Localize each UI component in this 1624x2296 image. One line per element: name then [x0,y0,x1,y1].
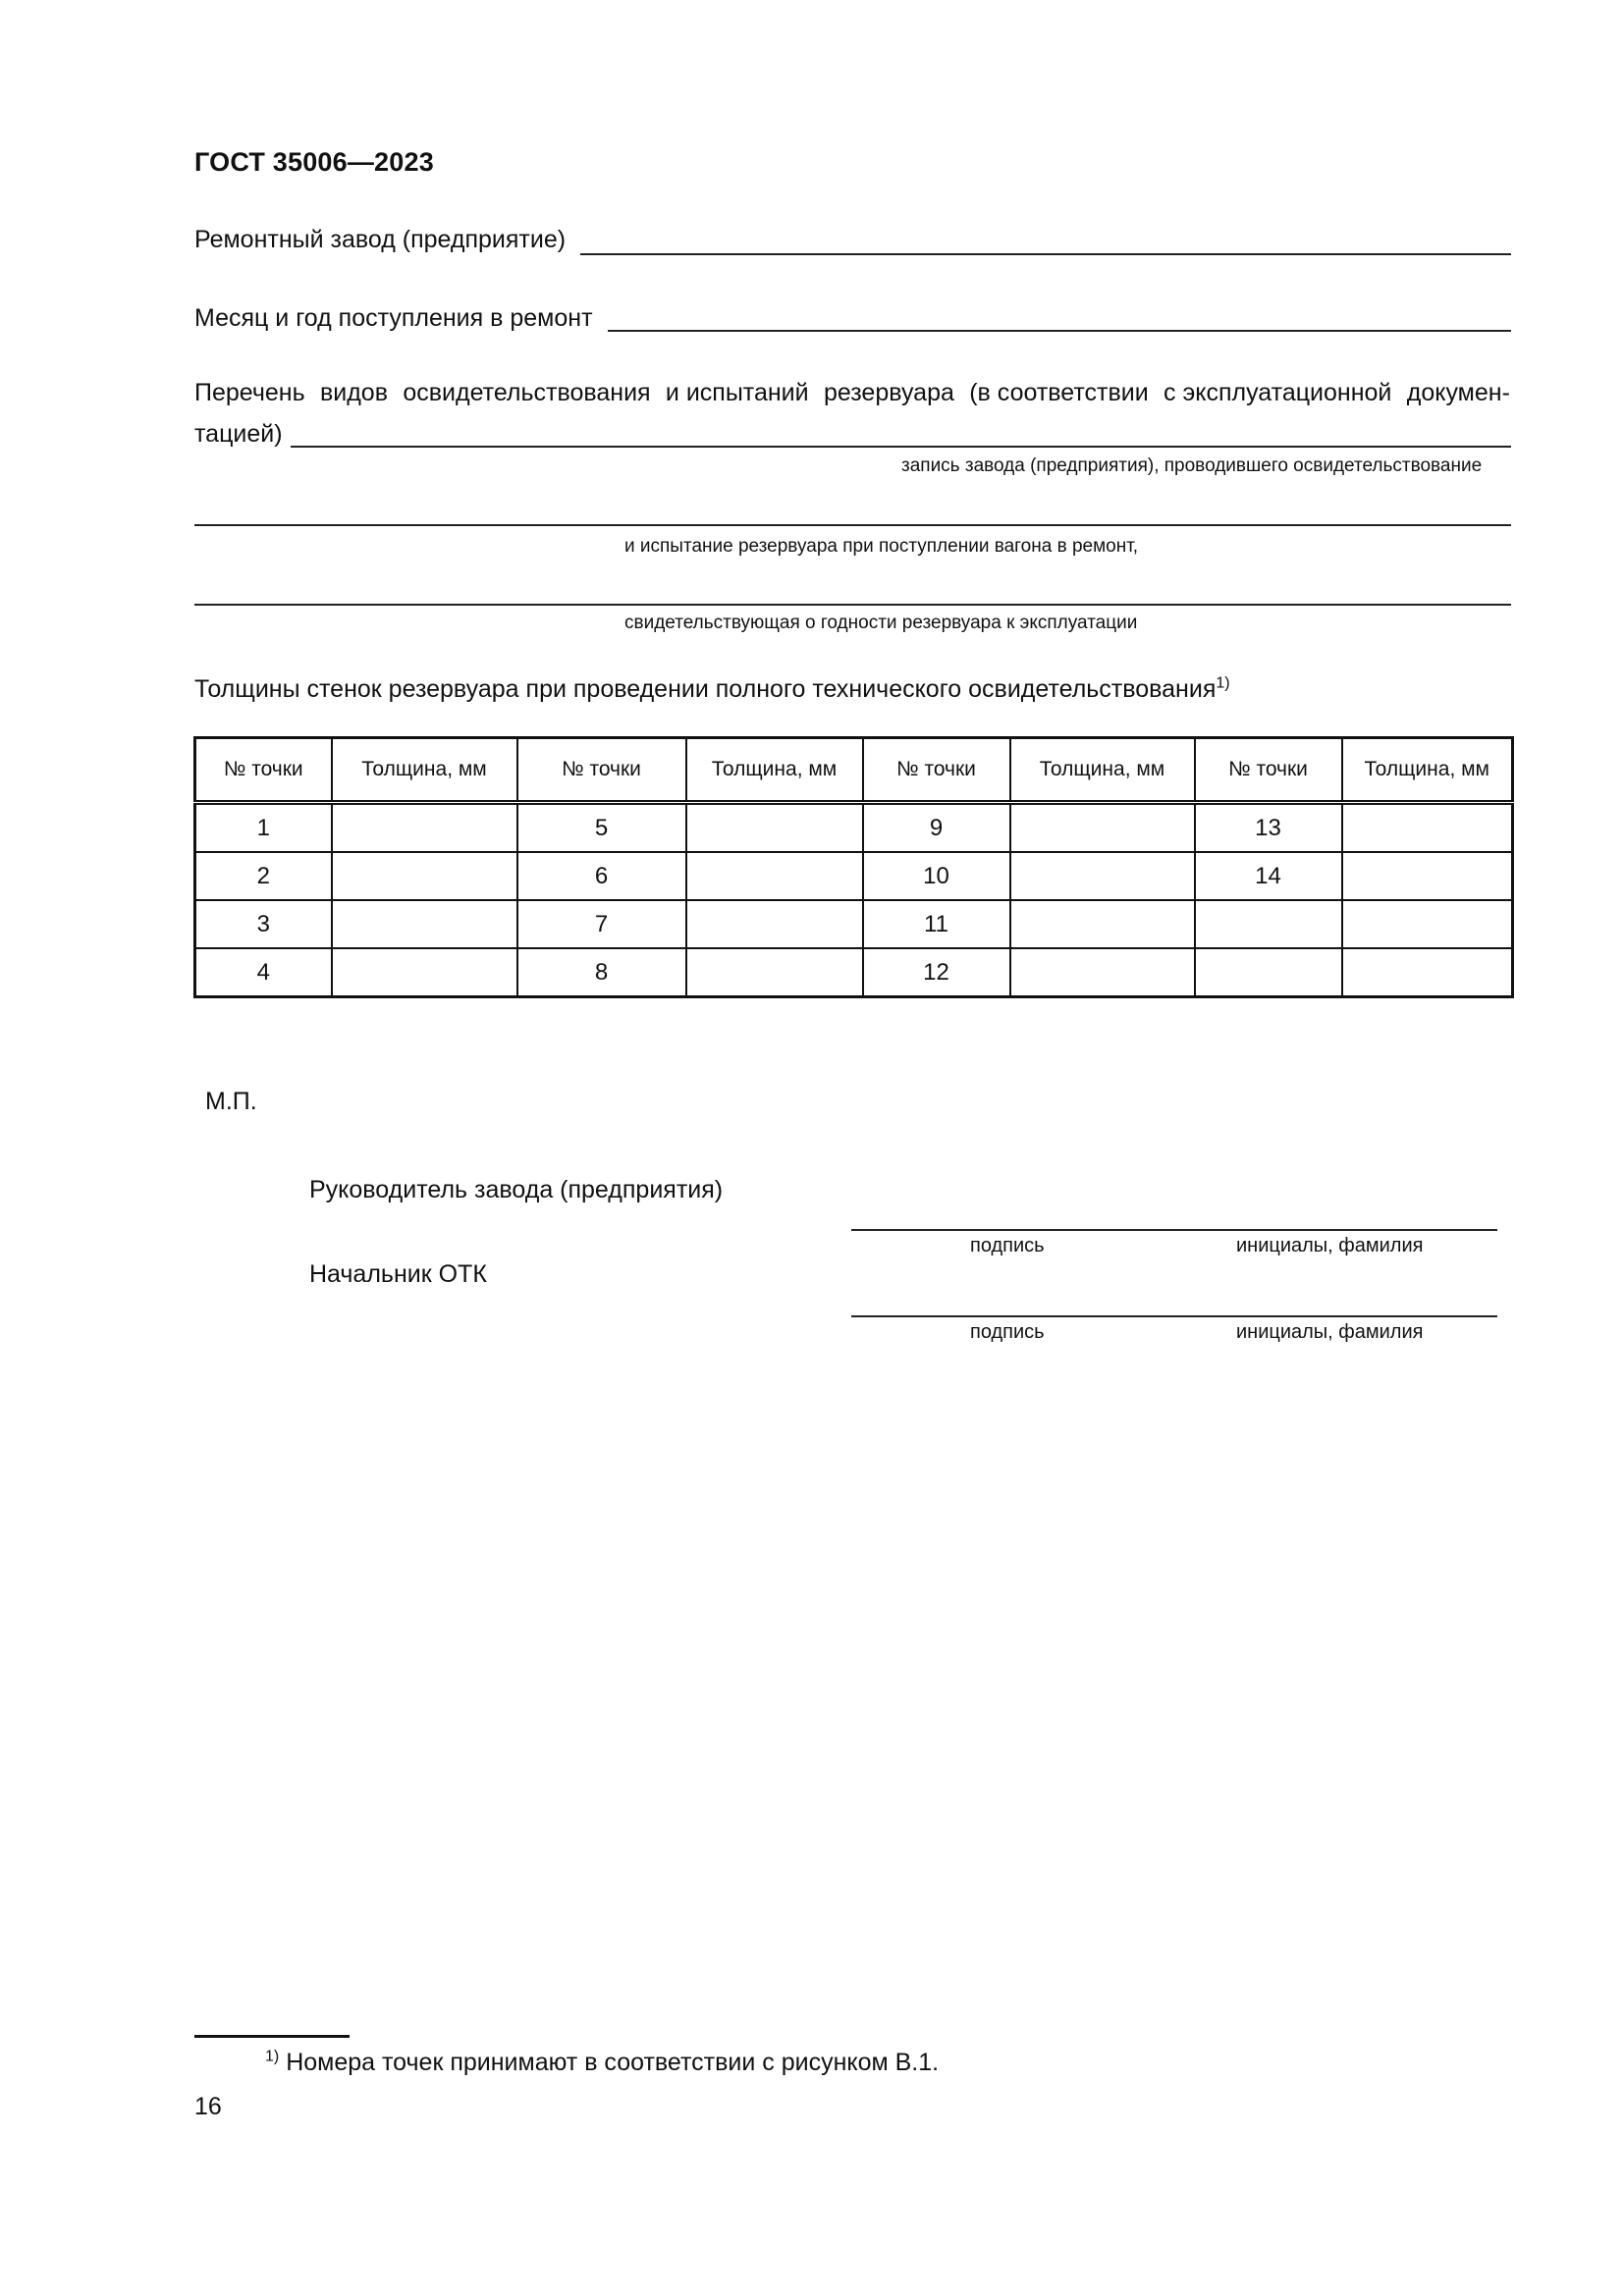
director-name-caption: инициалы, фамилия [1236,1235,1424,1256]
point-cell: 5 [517,803,686,853]
inspection-list-label-line2: тацией) [194,420,283,448]
word: докумен- [1406,379,1510,406]
thickness-table [193,736,1514,998]
month-year-fill-line [608,330,1511,332]
document-title: ГОСТ 35006—2023 [194,147,434,177]
thickness-heading [194,675,1230,704]
point-cell: 2 [195,852,332,900]
word: видов [319,379,388,406]
word: (в соответствии [969,379,1149,406]
point-cell: 9 [863,803,1010,853]
point-cell [1195,948,1342,997]
column-header-thickness: Толщина, мм [1342,738,1513,803]
table-row [195,803,1513,853]
point-cell: 1 [195,803,332,853]
thickness-cell [686,900,863,948]
otk-name-caption: инициалы, фамилия [1236,1321,1424,1343]
caption-test: и испытание резервуара при поступлении вагона в ремонт, [624,536,1139,557]
thickness-cell [1010,852,1195,900]
point-cell: 3 [195,900,332,948]
inspection-list-label-line1 [194,379,1510,407]
footnote [265,2049,939,2077]
thickness-heading-text: Толщины стенок резервуара при проведении полного технического освидетельствования [194,675,1217,703]
point-cell: 6 [517,852,686,900]
month-year-label: Месяц и год поступления в ремонт [194,304,593,332]
otk-head-label: Начальник ОТК [309,1260,487,1288]
footnote-text: Номера точек принимают в соответствии с рисунком В.1. [286,2049,940,2076]
column-header-thickness: Толщина, мм [686,738,863,803]
director-signature-line [851,1229,1497,1231]
director-label: Руководитель завода (предприятия) [309,1176,724,1203]
point-cell: 7 [517,900,686,948]
thickness-cell [686,803,863,853]
column-header-point: № точки [1195,738,1342,803]
footnote-mark: 1) [265,2048,280,2065]
table-row [195,900,1513,948]
thickness-cell [1010,803,1195,853]
repair-plant-fill-line [580,253,1511,255]
thickness-cell [1342,900,1513,948]
inspection-list-fill-line-3 [194,604,1511,606]
word: с эксплуатационной [1164,379,1392,406]
otk-signature-caption: подпись [970,1321,1045,1343]
thickness-cell [1010,948,1195,997]
word: Перечень [194,379,305,406]
otk-signature-line [851,1315,1497,1317]
stamp-place-label: М.П. [205,1088,257,1115]
page-number: 16 [194,2093,222,2120]
thickness-cell [332,948,517,997]
table-row [195,948,1513,997]
table-row [195,852,1513,900]
word: и испытаний [665,379,809,406]
point-cell: 13 [1195,803,1342,853]
footnote-separator [194,2035,350,2038]
point-cell: 14 [1195,852,1342,900]
column-header-point: № точки [863,738,1010,803]
thickness-cell [1342,803,1513,853]
inspection-list-fill-line-1 [291,446,1511,448]
thickness-cell [332,852,517,900]
point-cell: 4 [195,948,332,997]
director-signature-caption: подпись [970,1235,1045,1256]
table-header-row [195,738,1513,803]
repair-plant-label: Ремонтный завод (предприятие) [194,226,567,253]
thickness-cell [1342,852,1513,900]
caption-fitness: свидетельствующая о годности резервуара к эксплуатации [624,613,1138,633]
thickness-cell [332,803,517,853]
thickness-cell [332,900,517,948]
thickness-cell [686,852,863,900]
column-header-point: № точки [517,738,686,803]
word: резервуара [823,379,954,406]
thickness-cell [1342,948,1513,997]
point-cell [1195,900,1342,948]
point-cell: 8 [517,948,686,997]
footnote-ref: 1) [1216,674,1230,692]
caption-record: запись завода (предприятия), проводившего освидетельствование [901,455,1483,476]
column-header-thickness: Толщина, мм [1010,738,1195,803]
point-cell: 12 [863,948,1010,997]
point-cell: 10 [863,852,1010,900]
thickness-cell [1010,900,1195,948]
inspection-list-fill-line-2 [194,524,1511,526]
thickness-cell [686,948,863,997]
point-cell: 11 [863,900,1010,948]
column-header-thickness: Толщина, мм [332,738,517,803]
word: освидетельствования [403,379,651,406]
column-header-point: № точки [195,738,332,803]
